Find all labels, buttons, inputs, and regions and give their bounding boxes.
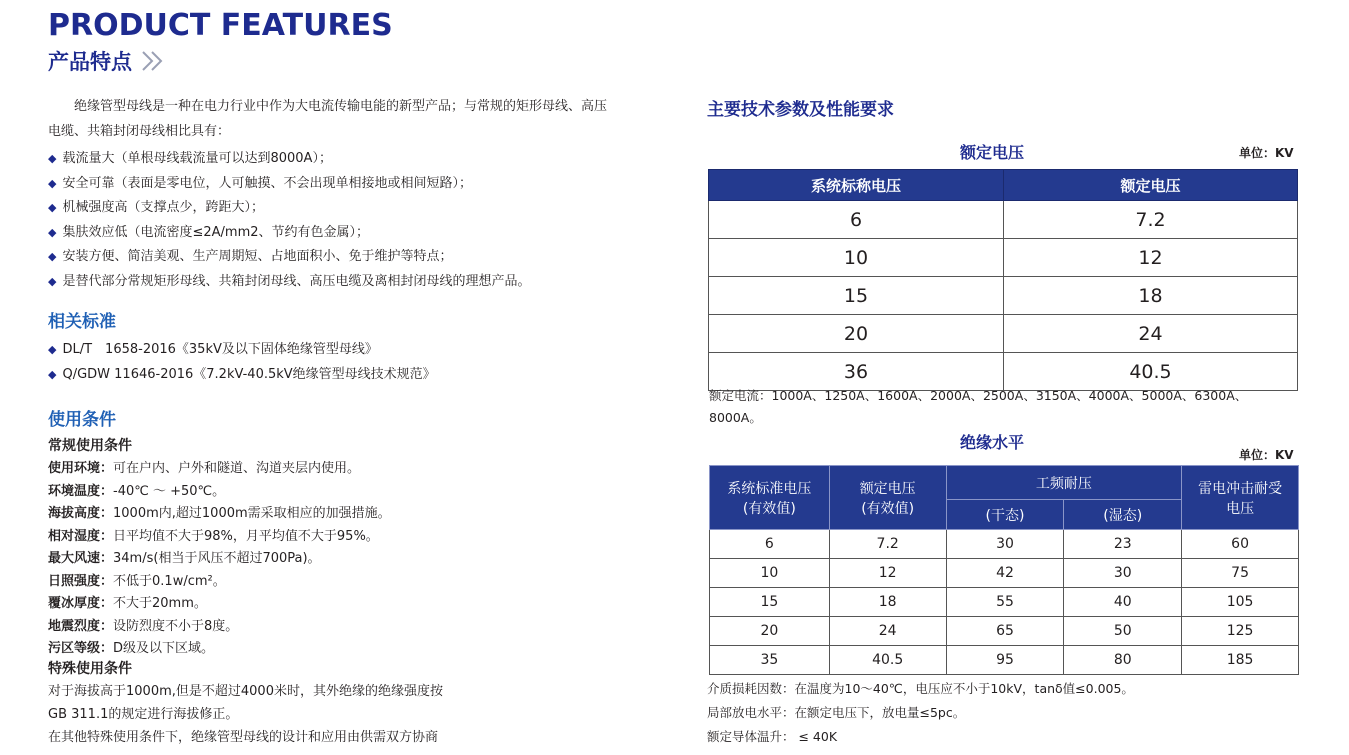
- page-title-en: PRODUCT FEATURES: [48, 8, 393, 43]
- conditions-list: [48, 458, 391, 661]
- insulation-level-caption: 绝缘水平: [960, 433, 1025, 452]
- note-line: 额定导体温升： ≤ 40K: [707, 729, 838, 744]
- table-header: 雷电冲击耐受 电压: [1182, 466, 1299, 530]
- list-item: ◆ 集肤效应低（电流密度≤2A/mm2、节约有色金属）；: [48, 221, 530, 246]
- table-row: 35 40.5 95 80 185: [710, 646, 1299, 675]
- table-header: 额定电压 (有效值): [829, 466, 946, 530]
- list-item: ◆ Q/GDW 11646-2016《7.2kV-40.5kV绝缘管型母线技术规范》: [48, 363, 436, 388]
- table-row: 10 12 42 30 75: [710, 559, 1299, 588]
- feature-list: [48, 147, 530, 294]
- standards-heading: 相关标准: [48, 312, 116, 332]
- table-header: 系统标准电压 (有效值): [710, 466, 830, 530]
- table-row: 20 24: [709, 315, 1298, 353]
- condition-row: 地震烈度：设防烈度不小于8度。: [48, 618, 239, 634]
- rated-voltage-caption: 额定电压: [960, 143, 1025, 162]
- table-row: 15 18 55 40 105: [710, 588, 1299, 617]
- diamond-bullet-icon: ◆: [48, 274, 57, 288]
- page-title-cn: [48, 46, 166, 76]
- table-row: 15 18: [709, 277, 1298, 315]
- intro-line-1: 绝缘管型母线是一种在电力行业中作为大电流传输电能的新型产品；与常规的矩形母线、高压: [74, 99, 608, 114]
- condition-row: 覆冰厚度：不大于20mm。: [48, 596, 207, 611]
- tech-params-heading: 主要技术参数及性能要求: [707, 100, 894, 120]
- special-line: 对于海拔高于1000m,但是不超过4000米时，其外绝缘的绝缘强度按: [48, 684, 443, 699]
- table-row: 6 7.2 30 23 60: [710, 530, 1299, 559]
- condition-row: 海拔高度：1000m内,超过1000m需采取相应的加强措施。: [48, 506, 391, 521]
- table-row: 36 40.5: [709, 353, 1298, 391]
- diamond-bullet-icon: ◆: [48, 201, 57, 214]
- rated-current-text: 额定电流：1000A、1250A、1600A、2000A、2500A、3150A、4000A、5000A、6300A、8000A。: [709, 388, 1248, 425]
- table-header: 额定电压: [1004, 170, 1298, 201]
- special-conditions-heading: 特殊使用条件: [48, 661, 132, 677]
- special-conditions-text: [48, 680, 443, 749]
- table-header-row: [709, 170, 1298, 201]
- rated-voltage-table: [708, 169, 1298, 391]
- intro-line-2: 电缆、共箱封闭母线相比具有：: [48, 124, 231, 139]
- diamond-bullet-icon: ◆: [48, 176, 57, 190]
- table-header-row: [710, 466, 1299, 500]
- list-item: ◆ 安装方便、简洁美观、生产周期短、占地面积小、免于维护等特点；: [48, 245, 530, 270]
- table-header: (湿态): [1064, 500, 1182, 530]
- page-title-cn-text: 产品特点: [48, 50, 132, 74]
- conditions-heading: 使用条件: [48, 410, 116, 430]
- intro-paragraph: [48, 94, 668, 144]
- diamond-bullet-icon: ◆: [48, 250, 57, 263]
- double-chevron-right-icon: [140, 50, 166, 72]
- list-item: ◆ 机械强度高（支撑点少，跨距大）；: [48, 196, 530, 221]
- table-header: (干态): [946, 500, 1064, 530]
- table-row: 6 7.2: [709, 201, 1298, 239]
- normal-conditions-heading: 常规使用条件: [48, 438, 132, 454]
- unit-label: 单位：KV: [1239, 146, 1294, 160]
- diamond-bullet-icon: ◆: [48, 343, 57, 356]
- table-row: 20 24 65 50 125: [710, 617, 1299, 646]
- note-line: 介质损耗因数：在温度为10～40℃，电压应不小于10kV，tanδ值≤0.005。: [707, 681, 1134, 696]
- diamond-bullet-icon: ◆: [48, 152, 57, 165]
- condition-row: 污区等级：D级及以下区域。: [48, 641, 215, 656]
- special-line: 在其他特殊使用条件下，绝缘管型母线的设计和应用由供需双方协商: [48, 730, 439, 745]
- note-line: 局部放电水平：在额定电压下，放电量≤5pc。: [707, 705, 966, 720]
- list-item: ◆ DL/T 1658-2016《35kV及以下固体绝缘管型母线》: [48, 338, 436, 363]
- standards-list: [48, 338, 436, 387]
- list-item: ◆ 载流量大（单根母线载流量可以达到8000A）；: [48, 147, 530, 172]
- insulation-unit-label: 单位：KV: [1239, 448, 1294, 462]
- table-header: 工频耐压: [946, 466, 1182, 500]
- list-item: ◆ 是替代部分常规矩形母线、共箱封闭母线、高压电缆及离相封闭母线的理想产品。: [48, 270, 530, 295]
- special-line: GB 311.1的规定进行海拔修正。: [48, 707, 239, 722]
- performance-notes: [707, 677, 1134, 749]
- insulation-level-table: [709, 465, 1299, 675]
- condition-row: 相对湿度：日平均值不大于98%，月平均值不大于95%。: [48, 528, 379, 544]
- diamond-bullet-icon: ◆: [48, 367, 57, 381]
- list-item: ◆ 安全可靠（表面是零电位，人可触摸、不会出现单相接地或相间短路）；: [48, 172, 530, 197]
- table-row: 10 12: [709, 239, 1298, 277]
- table-header: 系统标称电压: [709, 170, 1004, 201]
- diamond-bullet-icon: ◆: [48, 225, 57, 239]
- condition-row: 使用环境：可在户内、户外和隧道、沟道夹层内使用。: [48, 461, 361, 476]
- condition-row: 日照强度：不低于0.1w/cm²。: [48, 573, 226, 589]
- condition-row: 环境温度：-40℃ ～ +50℃。: [48, 483, 226, 499]
- condition-row: 最大风速：34m/s(相当于风压不超过700Pa)。: [48, 551, 321, 566]
